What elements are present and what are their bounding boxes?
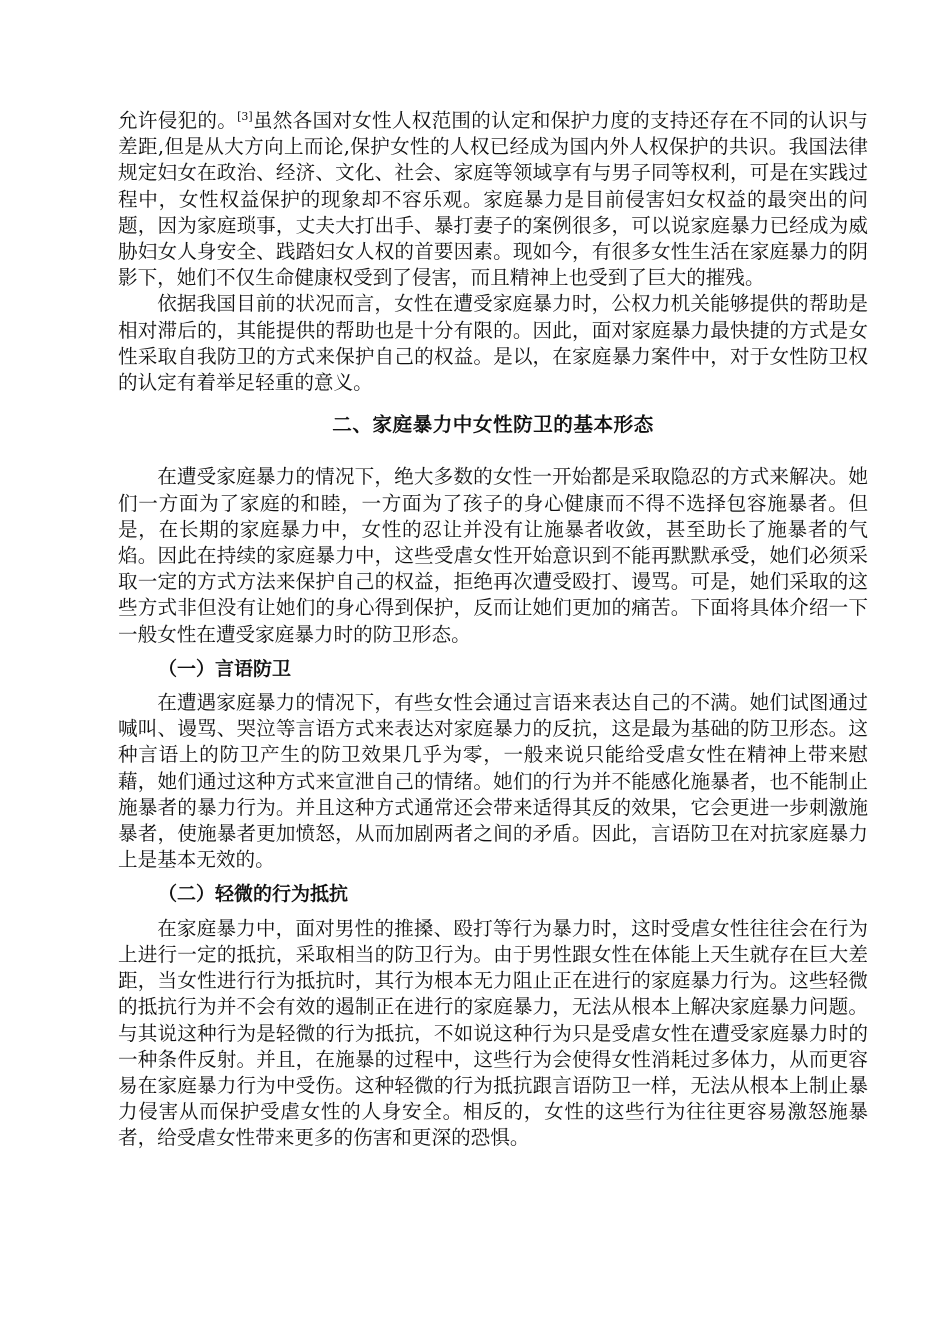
paragraph-3: 在遭受家庭暴力的情况下，绝大多数的女性一开始都是采取隐忍的方式来解决。她们一方面为了家庭的和睦，一方面为了孩子的身心健康而不得不选择包容施暴者。但是，在长期的家庭暴力中，女性的忍让并没有让施暴者收敛，甚至助长了施暴者的气焰。因此在持续的家庭暴力中，这些受虐女性开始意识到不能再默默承受，她们必须采取一定的方式方法来保护自己的权益，拒绝再次遭受殴打、谩骂。可是，她们采取的这些方式非但没有让她们的身心得到保护，反而让她们更加的痛苦。下面将具体介绍一下一般女性在遭受家庭暴力时的防卫形态。	[118, 465, 868, 646]
citation-reference: [3]	[237, 110, 253, 123]
paragraph-5: 在家庭暴力中，面对男性的推搡、殴打等行为暴力时，这时受虐女性往往会在行为上进行一定的抵抗，采取相当的防卫行为。由于男性跟女性在体能上天生就存在巨大差距，当女性进行行为抵抗时，其行为根本无力阻止正在进行的家庭暴力行为。这些轻微的抵抗行为并不会有效的遏制正在进行的家庭暴力，无法从根本上解决家庭暴力问题。与其说这种行为是轻微的行为抵抗，不如说这种行为只是受虐女性在遭受家庭暴力时的一种条件反射。并且，在施暴的过程中，这些行为会使得女性消耗过多体力，从而更容易在家庭暴力行为中受伤。这种轻微的行为抵抗跟言语防卫一样，无法从根本上制止暴力侵害从而保护受虐女性的人身安全。相反的，女性的这些行为往往更容易激怒施暴者，给受虐女性带来更多的伤害和更深的恐惧。	[118, 916, 868, 1150]
document-page	[118, 108, 868, 1152]
subsection-heading-2: （二）轻微的行为抵抗	[158, 883, 349, 906]
section-heading: 二、家庭暴力中女性防卫的基本形态	[332, 413, 654, 437]
paragraph-2: 依据我国目前的状况而言，女性在遭受家庭暴力时，公权力机关能够提供的帮助是相对滞后的，其能提供的帮助也是十分有限的。因此，面对家庭暴力最快捷的方式是女性采取自我防卫的方式来保护自己的权益。是以，在家庭暴力案件中，对于女性防卫权的认定有着举足轻重的意义。	[118, 292, 868, 395]
subsection-heading-1: （一）言语防卫	[158, 657, 292, 680]
paragraph-4: 在遭遇家庭暴力的情况下，有些女性会通过言语来表达自己的不满。她们试图通过喊叫、谩骂、哭泣等言语方式来表达对家庭暴力的反抗，这是最为基础的防卫形态。这种言语上的防卫产生的防卫效果几乎为零，一般来说只能给受虐女性在精神上带来慰藉，她们通过这种方式来宣泄自己的情绪。她们的行为并不能感化施暴者，也不能制止施暴者的暴力行为。并且这种方式通常还会带来适得其反的效果，它会更进一步刺激施暴者，使施暴者更加愤怒，从而加剧两者之间的矛盾。因此，言语防卫在对抗家庭暴力上是基本无效的。	[118, 691, 868, 872]
paragraph-1-rest: 虽然各国对女性人权范围的认定和保护力度的支持还存在不同的认识与差距,但是从大方向上而论,保护女性的人权已经成为国内外人权保护的共识。我国法律规定妇女在政治、经济、文化、社会、家庭等领域享有与男子同等权利，可是在实践过程中，女性权益保护的现象却不容乐观。家庭暴力是目前侵害妇女权益的最突出的问题，因为家庭琐事，丈夫大打出手、暴打妻子的案例很多，可以说家庭暴力已经成为威胁妇女人身安全、践踏妇女人权的首要因素。现如今，有很多女性生活在家庭暴力的阴影下，她们不仅生命健康权受到了侵害，而且精神上也受到了巨大的摧残。	[118, 109, 868, 290]
paragraph-1-start: 允许侵犯的。	[118, 109, 238, 132]
paragraph-1	[118, 108, 868, 291]
